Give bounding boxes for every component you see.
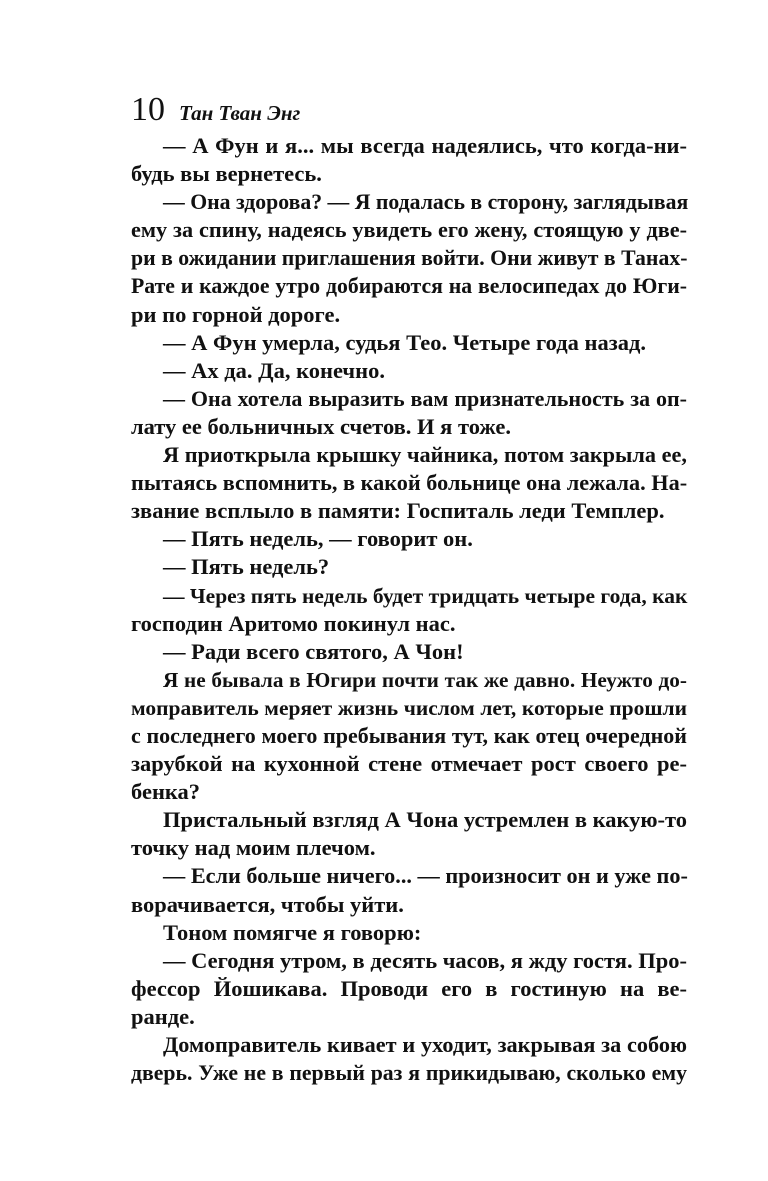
text-line: — Через пять недель будет тридцать четыре года, как [163, 583, 688, 608]
text-line: — А Фун умерла, судья Тео. Четыре года назад. [163, 329, 647, 355]
text-line: Тоном помягче я говорю: [163, 919, 422, 945]
text-line: Домоправитель кивает и уходит, закрывая за собою [163, 1032, 687, 1057]
text-line: — Пять недель, — говорит он. [163, 526, 473, 552]
running-head: Тан Тван Энг [179, 101, 301, 125]
text-line: дверь. Уже не в первый раз я прикидываю, сколько ему [131, 1061, 687, 1086]
text-line: фессор Йошикава. Проводи его в гостиную на ве- [131, 975, 687, 1001]
text-line: ри по горной дороге. [131, 301, 341, 327]
text-line: — Если больше ничего... — произносит он и уже по- [163, 863, 688, 889]
text-line: звание всплыло в памяти: Госпиталь леди Темплер. [131, 498, 665, 524]
text-line: — Она здорова? — Я подалась в сторону, заглядывая [163, 190, 689, 215]
text-line: — Сегодня утром, в десять часов, я жду гостя. Про- [163, 947, 687, 973]
text-line: — Ах да. Да, конечно. [163, 357, 385, 383]
text-line: бенка? [131, 779, 201, 805]
text-line: ему за спину, надеясь увидеть его жену, стоящую у две- [131, 217, 687, 243]
page-header [131, 90, 300, 130]
text-line: зарубкой на кухонной стене отмечает рост своего ре- [131, 751, 687, 777]
text-line: ворачивается, чтобы уйти. [131, 891, 404, 917]
text-line: — Ради всего святого, А Чон! [163, 638, 464, 664]
text-line: — Пять недель? [163, 554, 330, 580]
text-line: моправитель меряет жизнь числом лет, которые прошли [131, 695, 687, 720]
body-text [131, 132, 687, 1087]
text-line: ранде. [131, 1003, 195, 1029]
text-line: — А Фун и я... мы всегда надеялись, что когда-ни- [163, 133, 687, 158]
text-line: будь вы вернетесь. [131, 161, 322, 187]
text-line: Я не бывала в Югири почти так же давно. Неужто до- [163, 667, 687, 692]
text-line: пытаясь вспомнить, в какой больнице она лежала. На- [131, 470, 688, 496]
text-line: Я приоткрыла крышку чайника, потом закрыла ее, [163, 442, 687, 468]
text-line: лату ее больничных счетов. И я тоже. [131, 413, 512, 439]
page-number: 10 [131, 91, 165, 128]
text-line: точку над моим плечом. [131, 835, 376, 861]
text-line: ри в ожидании приглашения войти. Они живут в Танах- [131, 246, 688, 271]
text-line: Пристальный взгляд А Чона устремлен в какую-то [163, 807, 688, 833]
text-line: Рате и каждое утро добираются на велосипедах до Юги- [131, 274, 687, 299]
text-line: господин Аритомо покинул нас. [131, 610, 456, 636]
text-line: — Она хотела выразить вам признательность за оп- [163, 385, 687, 411]
text-line: с последнего моего пребывания тут, как отец очередной [131, 722, 687, 748]
